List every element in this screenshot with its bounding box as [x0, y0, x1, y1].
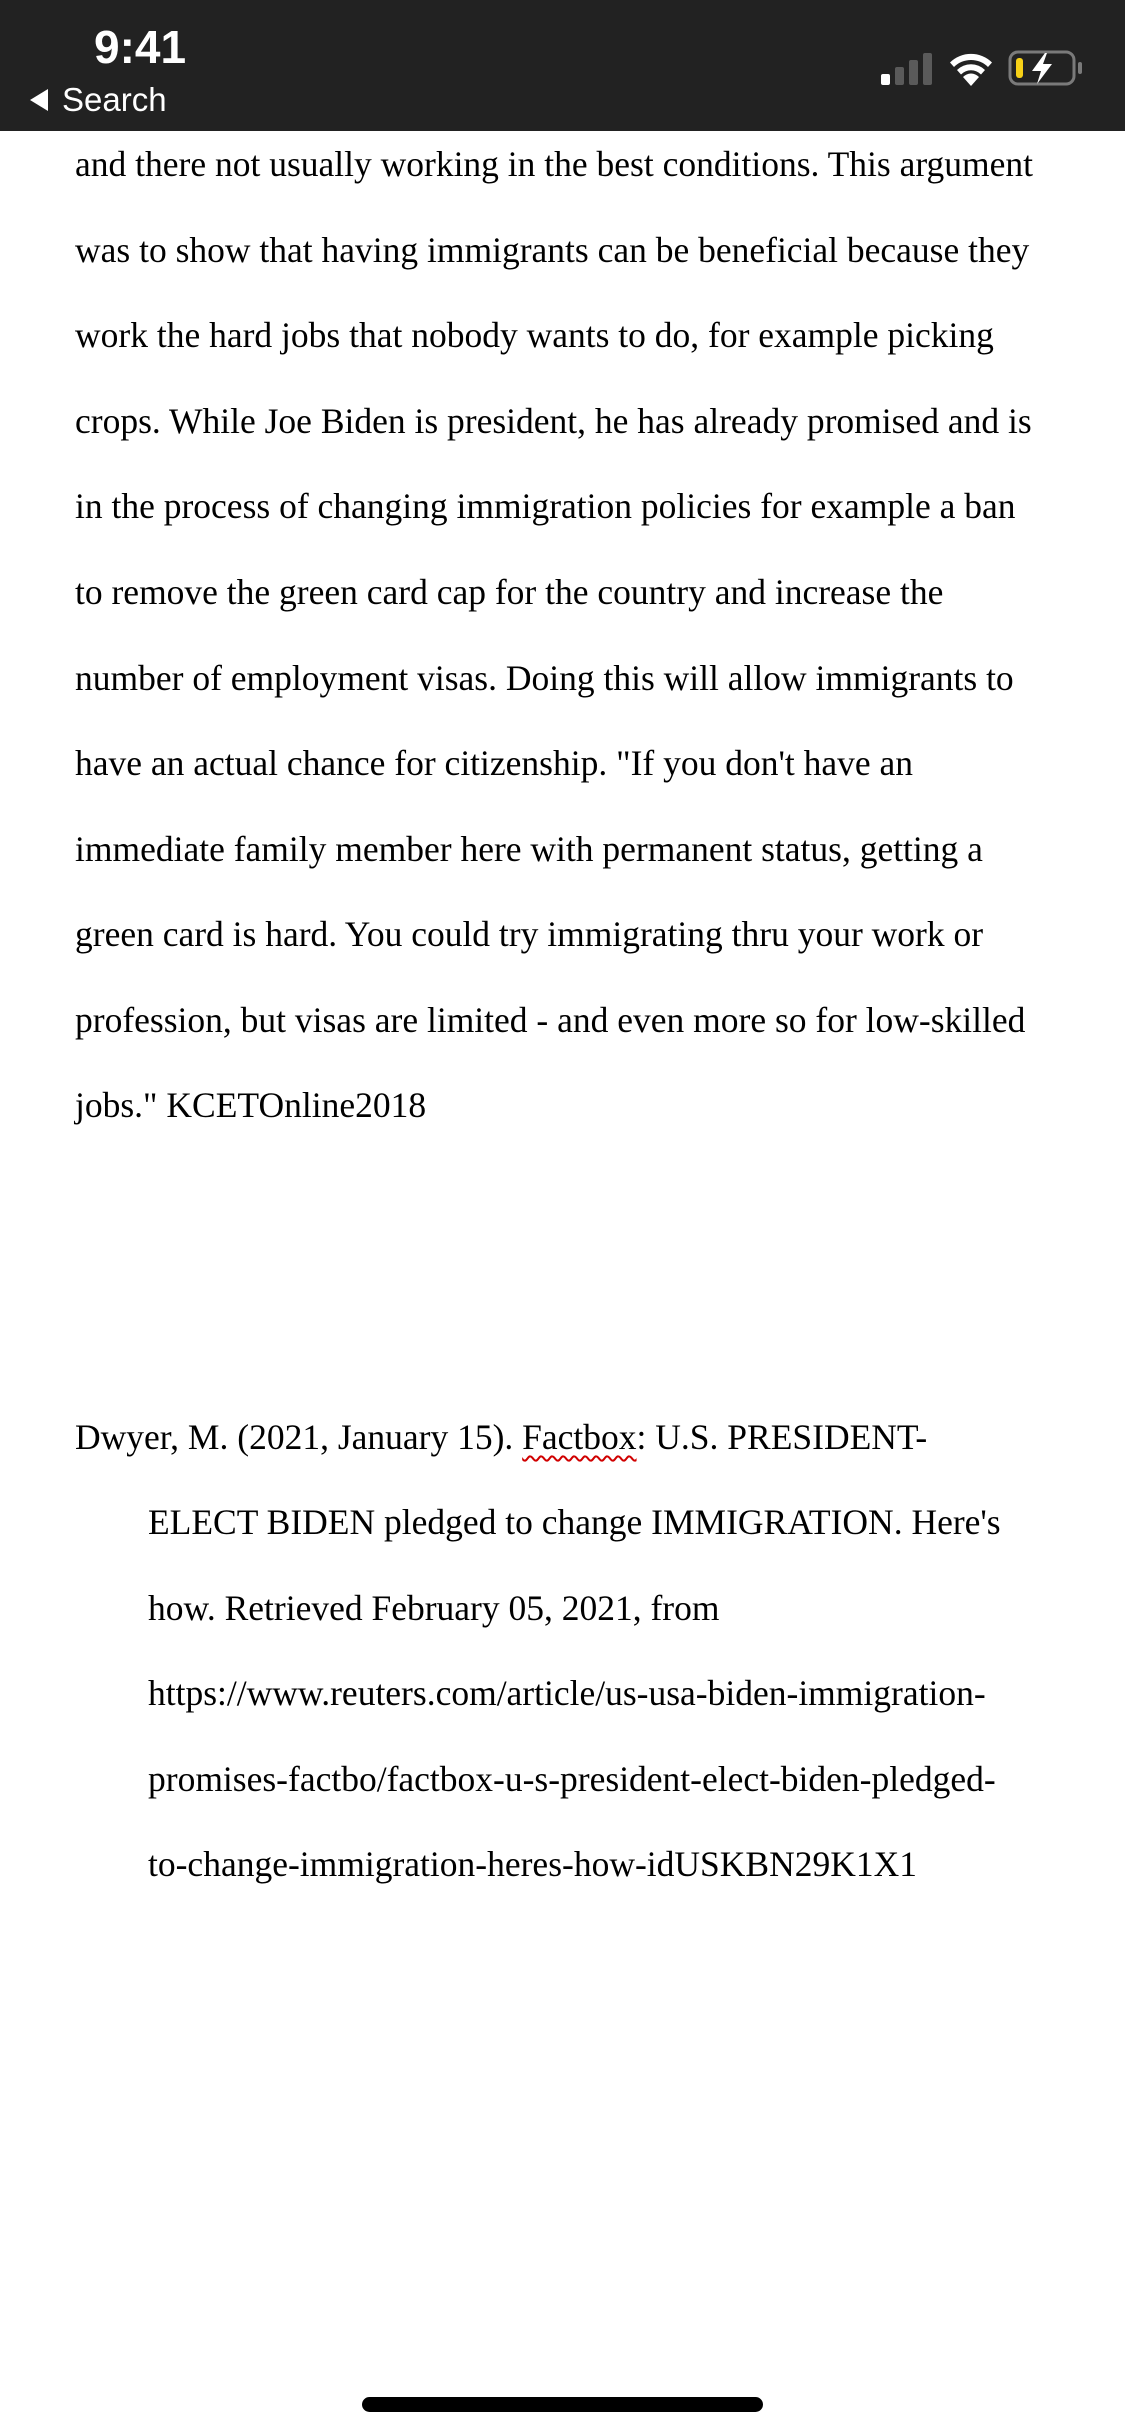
back-to-search-button[interactable]: [30, 80, 167, 120]
body-line: was to show that having immigrants can be beneficial because they: [75, 230, 1030, 270]
body-line: green card is hard. You could try immigrating thru your work or: [75, 914, 984, 954]
misspelled-word[interactable]: Factbox: [522, 1417, 637, 1457]
body-line: in the process of changing immigration policies for example a ban: [75, 486, 1016, 526]
body-line: work the hard jobs that nobody wants to do, for example picking: [75, 315, 994, 355]
signal-bar-3: [909, 60, 918, 85]
back-arrow-icon: [30, 89, 48, 111]
reference-url-line: to-change-immigration-heres-how-idUSKBN29K1X1: [148, 1844, 918, 1884]
reference-line: ELECT BIDEN pledged to change IMMIGRATION. Here's: [148, 1502, 1001, 1542]
signal-bar-2: [895, 67, 904, 85]
body-line: have an actual chance for citizenship. "If you don't have an: [75, 743, 914, 783]
status-bar: [0, 0, 1125, 131]
body-line: number of employment visas. Doing this will allow immigrants to: [75, 658, 1014, 698]
body-line: immediate family member here with permanent status, getting a: [75, 829, 983, 869]
reference-first-line: [75, 1416, 927, 1458]
battery-level-fill: [1016, 58, 1023, 78]
body-line: and there not usually working in the best conditions. This argument: [75, 144, 1034, 184]
signal-bar-1: [881, 74, 890, 85]
signal-bar-4: [923, 53, 932, 85]
body-line: profession, but visas are limited - and even more so for low-skilled: [75, 1000, 1026, 1040]
reference-author-date: Dwyer, M. (2021, January 15).: [75, 1417, 523, 1457]
cellular-signal-icon: [881, 53, 933, 85]
charging-bolt-icon: [1032, 53, 1052, 84]
clock: 9:41: [94, 21, 187, 73]
body-line: jobs." KCETOnline2018: [75, 1085, 427, 1125]
battery-charging-icon: [1008, 50, 1084, 86]
body-line: to remove the green card cap for the country and increase the: [75, 572, 944, 612]
reference-url-line: promises-factbo/factbox-u-s-president-elect-biden-pledged-: [148, 1759, 996, 1799]
reference-line: how. Retrieved February 05, 2021, from: [148, 1588, 720, 1628]
home-indicator[interactable]: [362, 2397, 763, 2412]
reference-title-start: : U.S. PRESIDENT-: [636, 1417, 928, 1457]
back-label: Search: [62, 81, 167, 118]
reference-url-line: https://www.reuters.com/article/us-usa-biden-immigration-: [148, 1673, 986, 1713]
wifi-icon: [948, 50, 994, 86]
body-line: crops. While Joe Biden is president, he has already promised and is: [75, 401, 1032, 441]
